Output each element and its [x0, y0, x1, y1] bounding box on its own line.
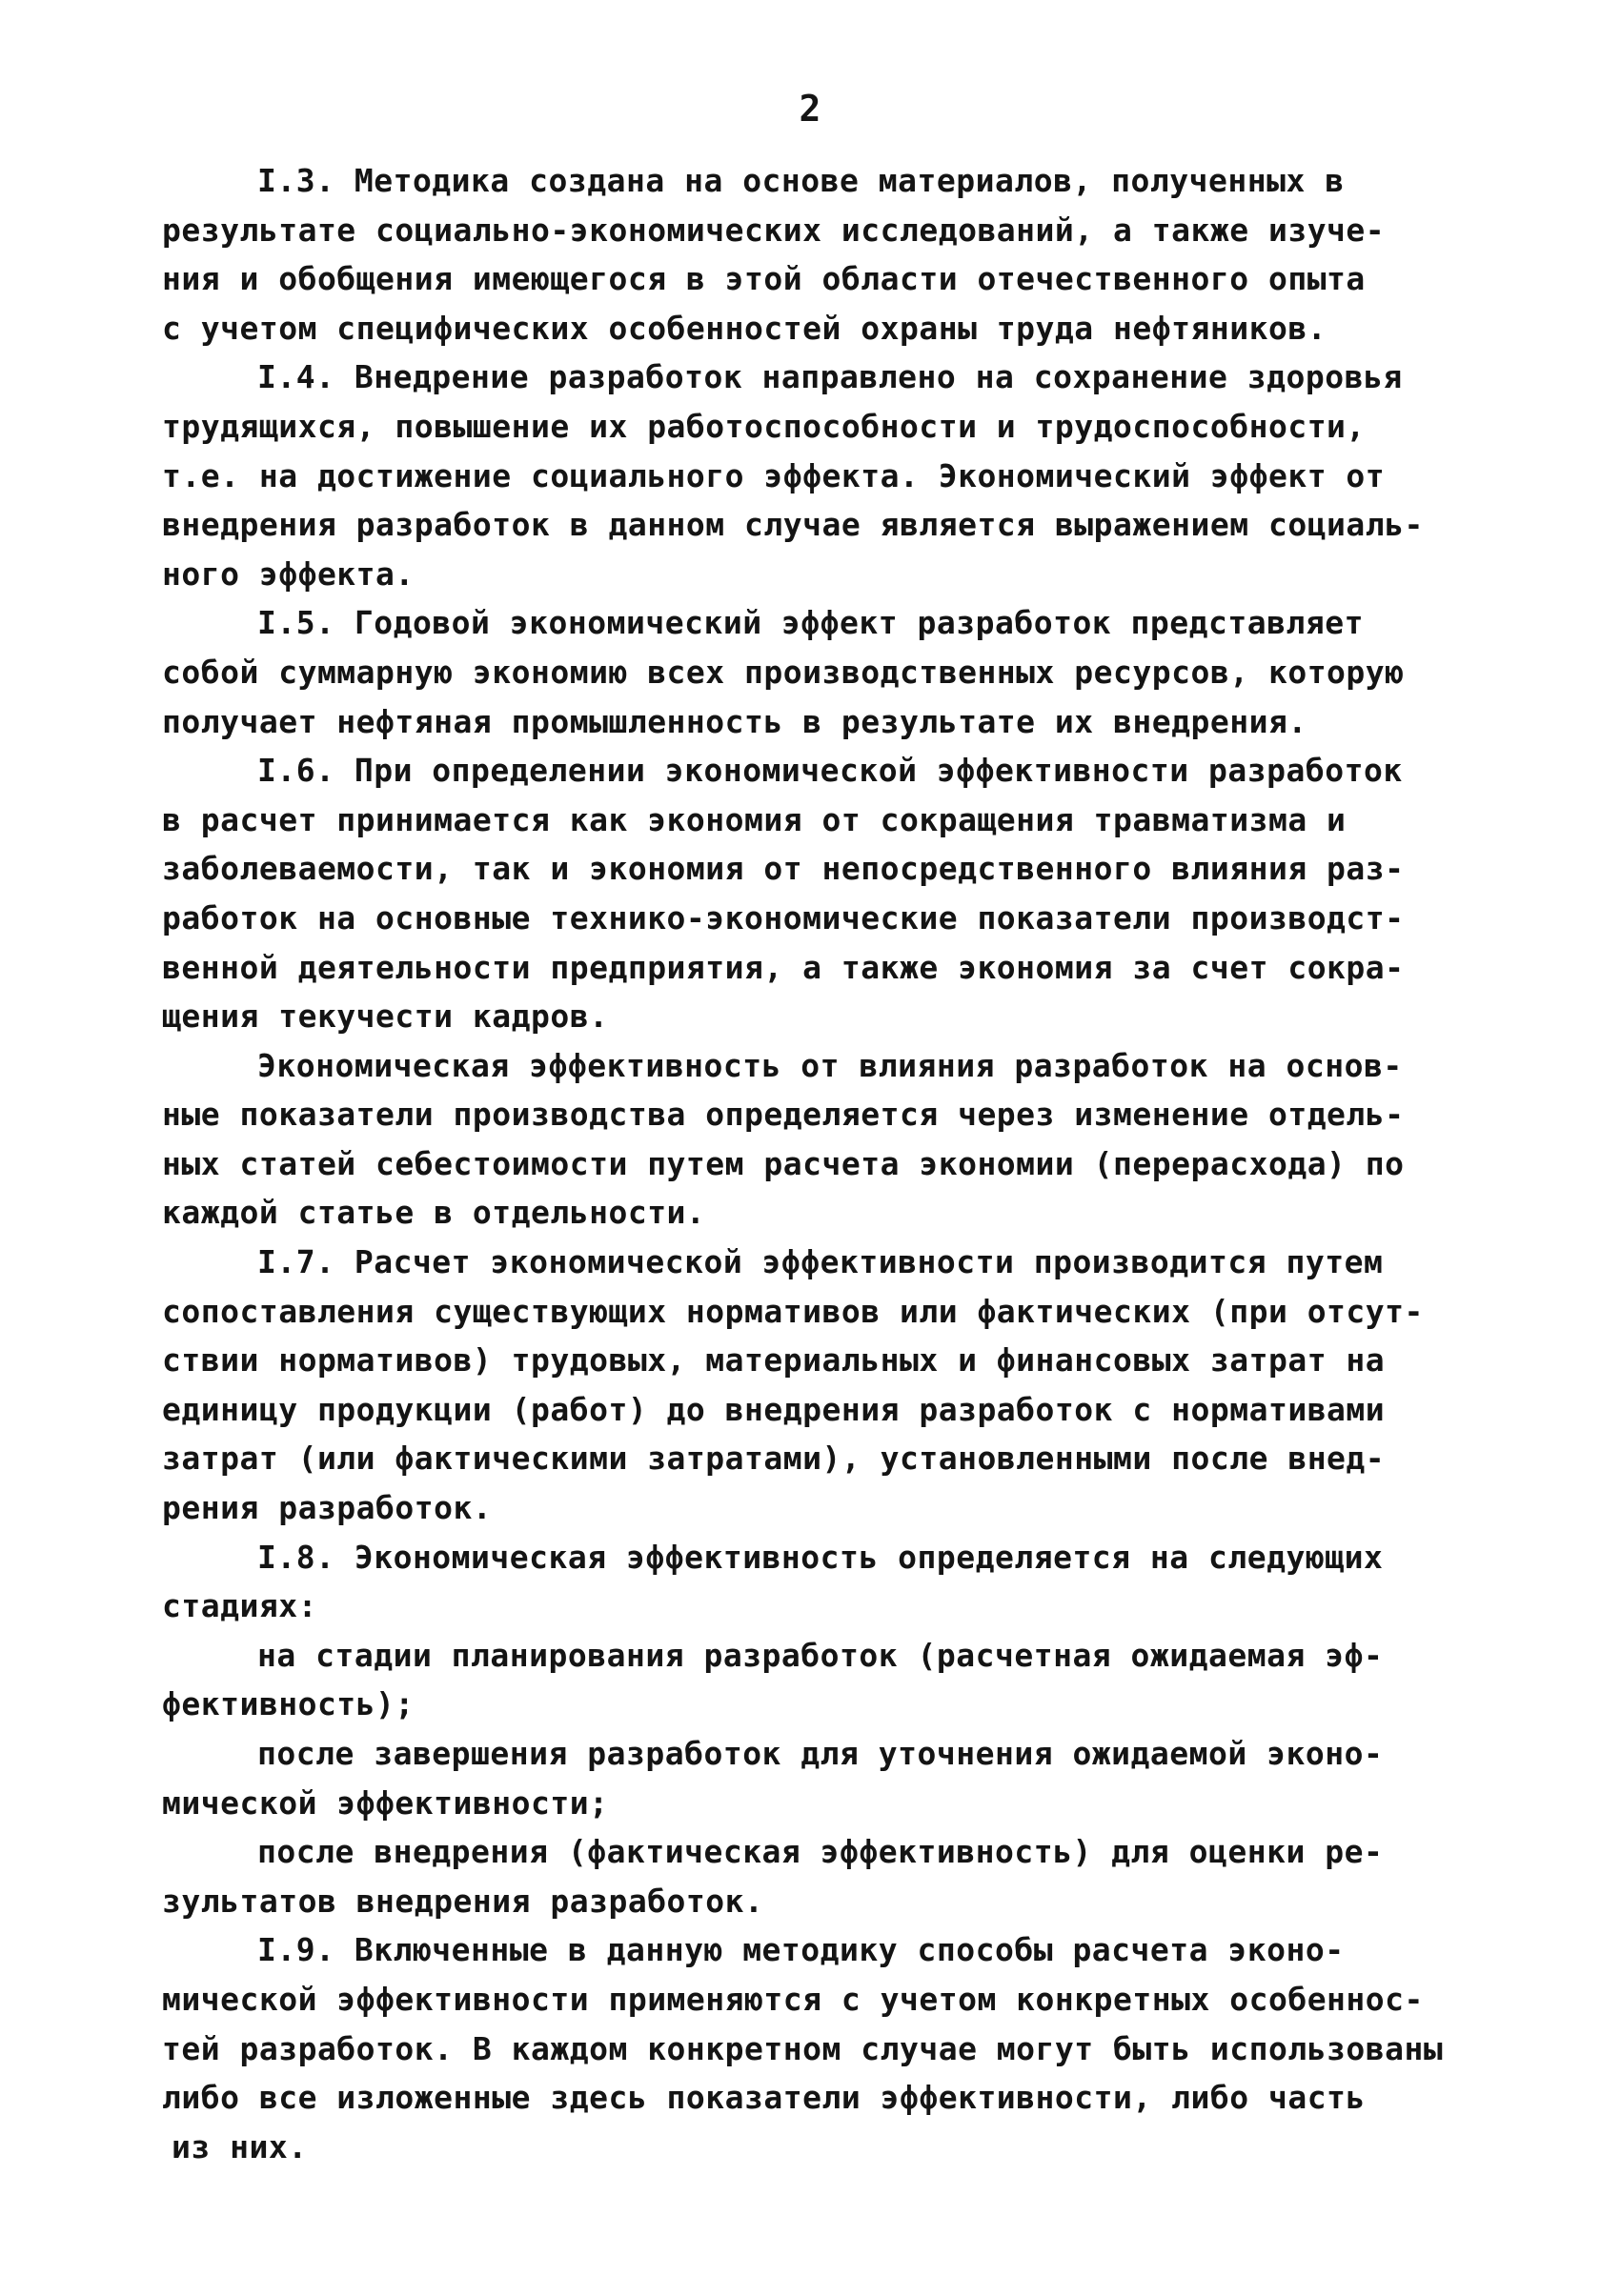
text-line: работок на основные технико-экономические показатели производст- [162, 898, 1405, 937]
text-line: I.5. Годовой экономический эффект разработок представляет [257, 604, 1364, 642]
text-line: венной деятельности предприятия, а также экономия за счет сокра- [162, 948, 1405, 986]
text-line: I.8. Экономическая эффективность определяется на следующих [257, 1538, 1384, 1576]
text-line: собой суммарную экономию всех производственных ресурсов, которую [162, 653, 1405, 691]
text-line: Экономическая эффективность от влияния разработок на основ- [257, 1046, 1403, 1084]
text-line: затрат (или фактическими затратами), установленными после внед- [162, 1440, 1386, 1478]
text-line: I.4. Внедрение разработок направлено на сохранение здоровья [257, 358, 1403, 396]
text-line: рения разработок. [162, 1489, 493, 1527]
text-line: ного эффекта. [162, 554, 415, 593]
text-line: единицу продукции (работ) до внедрения разработок с нормативами [162, 1390, 1386, 1428]
document-body [162, 156, 1496, 2171]
text-line: ных статей себестоимости путем расчета экономии (перерасхода) по [162, 1144, 1405, 1182]
text-line: зультатов внедрения разработок. [162, 1882, 764, 1920]
text-line: I.7. Расчет экономической эффективности производится путем [257, 1243, 1384, 1281]
text-line: фективность); [162, 1685, 415, 1723]
text-line: трудящихся, повышение их работоспособности и трудоспособности, [162, 407, 1366, 445]
text-line: заболеваемости, так и экономия от непосредственного влияния раз- [162, 850, 1405, 888]
text-line: т.е. на достижение социального эффекта. Экономический эффект от [162, 456, 1386, 494]
text-line: ния и обобщения имеющегося в этой области отечественного опыта [162, 260, 1366, 298]
text-line: щения текучести кадров. [162, 997, 609, 1036]
text-line: мической эффективности применяются с учетом конкретных особеннос- [162, 1980, 1424, 2018]
text-line: мической эффективности; [162, 1783, 609, 1822]
text-line: с учетом специфических особенностей охраны труда нефтяников. [162, 309, 1327, 347]
text-line: стадиях: [162, 1587, 317, 1625]
text-line: после завершения разработок для уточнения ожидаемой эконо- [257, 1735, 1384, 1772]
text-line: I.9. Включенные в данную методику способы расчета эконо- [257, 1931, 1345, 1969]
text-line: на стадии планирования разработок (расчетная ожидаемая эф- [257, 1636, 1384, 1674]
text-line: получает нефтяная промышленность в результате их внедрения. [162, 702, 1307, 740]
text-line: ные показатели производства определяется через изменение отдель- [162, 1096, 1405, 1134]
text-line: либо все изложенные здесь показатели эффективности, либо часть [162, 2079, 1366, 2117]
text-line: каждой статье в отдельности. [162, 1194, 706, 1232]
text-line: после внедрения (фактическая эффективность) для оценки ре- [257, 1833, 1384, 1871]
text-line: I.6. При определении экономической эффективности разработок [257, 752, 1403, 790]
text-line: сопоставления существующих нормативов или фактических (при отсут- [162, 1292, 1424, 1330]
text-line: I.3. Методика создана на основе материалов, полученных в [257, 162, 1345, 199]
text-line: ствии нормативов) трудовых, материальных и финансовых затрат на [162, 1341, 1386, 1380]
text-line: результате социально-экономических исследований, а также изуче- [162, 211, 1386, 249]
page-number: 2 [799, 88, 822, 130]
text-line: в расчет принимается как экономия от сокращения травматизма и [162, 800, 1347, 838]
text-line: внедрения разработок в данном случае является выражением социаль- [162, 506, 1424, 544]
text-line: тей разработок. В каждом конкретном случае могут быть использованы [162, 2029, 1444, 2067]
text-line: из них. [172, 2127, 308, 2165]
